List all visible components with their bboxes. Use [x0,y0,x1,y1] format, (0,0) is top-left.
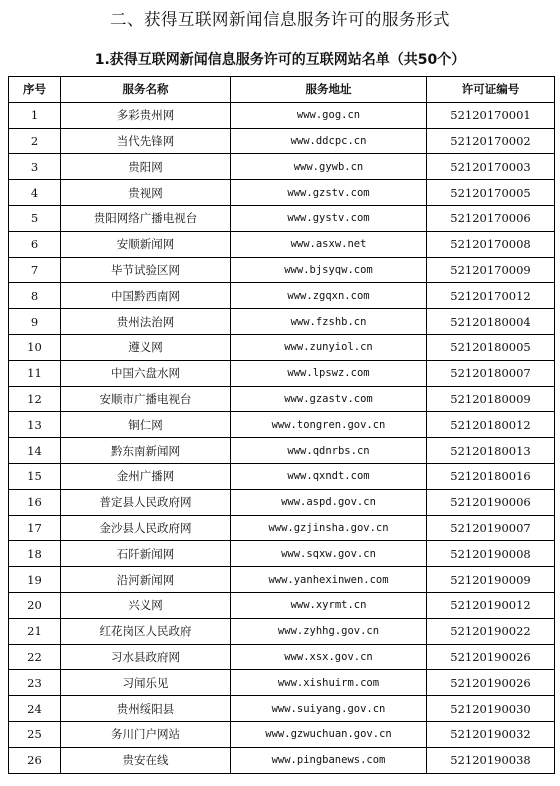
row-index: 18 [9,541,61,567]
row-index: 20 [9,592,61,618]
service-address: www.xishuirm.com [231,670,427,696]
service-address: www.bjsyqw.com [231,257,427,283]
license-number: 52120170009 [427,257,555,283]
license-number: 52120190009 [427,567,555,593]
service-address: www.tongren.gov.cn [231,412,427,438]
table-body [9,102,555,773]
service-address: www.zunyiol.cn [231,334,427,360]
license-number: 52120190026 [427,670,555,696]
table-row [9,309,555,335]
license-number: 52120180013 [427,438,555,464]
service-address: www.qxndt.com [231,463,427,489]
service-address: www.gog.cn [231,102,427,128]
service-address: www.gzjinsha.gov.cn [231,515,427,541]
row-index: 13 [9,412,61,438]
row-index: 17 [9,515,61,541]
license-number: 52120190006 [427,489,555,515]
service-name: 多彩贵州网 [61,102,231,128]
service-name: 中国黔西南网 [61,283,231,309]
row-index: 2 [9,128,61,154]
service-name: 兴义网 [61,592,231,618]
service-name: 遵义网 [61,334,231,360]
license-number: 52120170005 [427,180,555,206]
table-row [9,567,555,593]
service-name: 安顺市广播电视台 [61,386,231,412]
license-number: 52120170012 [427,283,555,309]
table-row [9,154,555,180]
service-name: 石阡新闻网 [61,541,231,567]
column-header-service-name: 服务名称 [61,77,231,103]
service-address: www.yanhexinwen.com [231,567,427,593]
row-index: 25 [9,721,61,747]
license-number: 52120180005 [427,334,555,360]
service-name: 贵安在线 [61,747,231,773]
service-address: www.fzshb.cn [231,309,427,335]
table-row [9,489,555,515]
row-index: 11 [9,360,61,386]
license-number: 52120190012 [427,592,555,618]
service-address: www.gywb.cn [231,154,427,180]
license-number: 52120170008 [427,231,555,257]
table-row [9,412,555,438]
table-row [9,257,555,283]
service-address: www.gzstv.com [231,180,427,206]
license-number: 52120170003 [427,154,555,180]
table-row [9,721,555,747]
license-number: 52120190026 [427,644,555,670]
table-row [9,283,555,309]
service-name: 习闻乐见 [61,670,231,696]
column-header-license-number: 许可证编号 [427,77,555,103]
service-address: www.aspd.gov.cn [231,489,427,515]
license-number: 52120190032 [427,721,555,747]
license-number: 52120170002 [427,128,555,154]
service-name: 金沙县人民政府网 [61,515,231,541]
row-index: 10 [9,334,61,360]
table-header-row [9,77,555,103]
row-index: 24 [9,696,61,722]
row-index: 9 [9,309,61,335]
table-row [9,205,555,231]
service-name: 沿河新闻网 [61,567,231,593]
table-row [9,102,555,128]
service-address: www.ddcpc.cn [231,128,427,154]
table-row [9,747,555,773]
service-address: www.asxw.net [231,231,427,257]
license-number: 52120190008 [427,541,555,567]
row-index: 12 [9,386,61,412]
service-address: www.xsx.gov.cn [231,644,427,670]
table-row [9,128,555,154]
license-number: 52120180004 [427,309,555,335]
table-row [9,541,555,567]
service-address: www.sqxw.gov.cn [231,541,427,567]
service-name: 毕节试验区网 [61,257,231,283]
row-index: 8 [9,283,61,309]
service-name: 红花岗区人民政府 [61,618,231,644]
license-number: 52120180009 [427,386,555,412]
service-address: www.pingbanews.com [231,747,427,773]
table-row [9,438,555,464]
table-row [9,670,555,696]
column-header-index: 序号 [9,77,61,103]
table-row [9,618,555,644]
table-row [9,644,555,670]
column-header-service-address: 服务地址 [231,77,427,103]
service-name: 贵州绥阳县 [61,696,231,722]
row-index: 1 [9,102,61,128]
row-index: 15 [9,463,61,489]
service-name: 贵阳网 [61,154,231,180]
row-index: 22 [9,644,61,670]
license-number: 52120180016 [427,463,555,489]
service-name: 金州广播网 [61,463,231,489]
service-name: 黔东南新闻网 [61,438,231,464]
section-heading: 二、获得互联网新闻信息服务许可的服务形式 [110,10,450,29]
service-name: 贵阳网络广播电视台 [61,205,231,231]
service-name: 贵视网 [61,180,231,206]
service-name: 安顺新闻网 [61,231,231,257]
table-row [9,334,555,360]
row-index: 5 [9,205,61,231]
service-address: www.qdnrbs.cn [231,438,427,464]
service-name: 中国六盘水网 [61,360,231,386]
row-index: 19 [9,567,61,593]
service-name: 普定县人民政府网 [61,489,231,515]
service-name: 当代先锋网 [61,128,231,154]
service-address: www.zyhhg.gov.cn [231,618,427,644]
table-title: 1.获得互联网新闻信息服务许可的互联网站名单（共50个） [94,52,466,68]
row-index: 21 [9,618,61,644]
website-list-table [8,76,555,774]
row-index: 26 [9,747,61,773]
service-address: www.gystv.com [231,205,427,231]
license-number: 52120180007 [427,360,555,386]
service-address: www.gzwuchuan.gov.cn [231,721,427,747]
service-address: www.gzastv.com [231,386,427,412]
table-row [9,696,555,722]
row-index: 6 [9,231,61,257]
license-number: 52120170006 [427,205,555,231]
row-index: 3 [9,154,61,180]
service-address: www.zgqxn.com [231,283,427,309]
service-name: 铜仁网 [61,412,231,438]
license-number: 52120190038 [427,747,555,773]
table-row [9,592,555,618]
table-row [9,360,555,386]
service-address: www.lpswz.com [231,360,427,386]
table-row [9,515,555,541]
table-row [9,463,555,489]
service-address: www.xyrmt.cn [231,592,427,618]
license-number: 52120190007 [427,515,555,541]
license-number: 52120170001 [427,102,555,128]
row-index: 16 [9,489,61,515]
table-row [9,386,555,412]
service-address: www.suiyang.gov.cn [231,696,427,722]
row-index: 4 [9,180,61,206]
row-index: 14 [9,438,61,464]
row-index: 23 [9,670,61,696]
service-name: 贵州法治网 [61,309,231,335]
license-number: 52120190022 [427,618,555,644]
table-row [9,231,555,257]
license-number: 52120180012 [427,412,555,438]
row-index: 7 [9,257,61,283]
license-number: 52120190030 [427,696,555,722]
service-name: 习水县政府网 [61,644,231,670]
table-row [9,180,555,206]
service-name: 务川门户网站 [61,721,231,747]
